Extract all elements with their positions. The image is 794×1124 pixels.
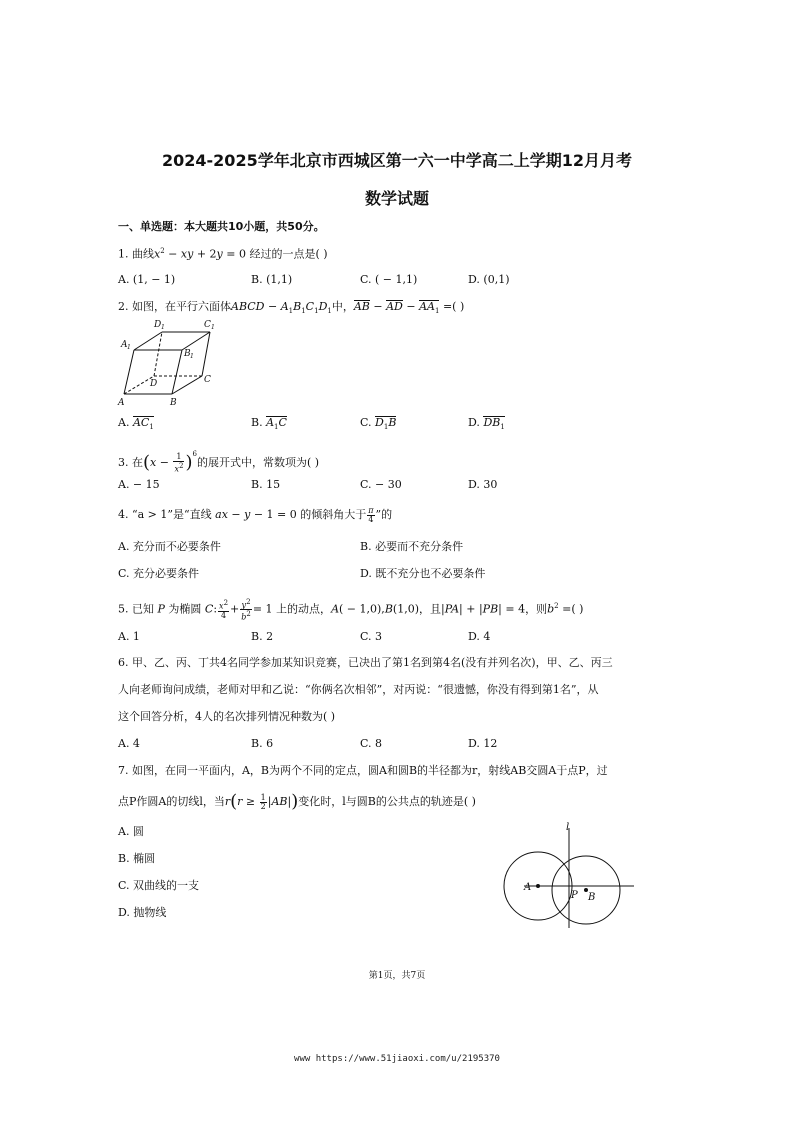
q6-option-c[interactable]: C. 8	[360, 737, 383, 750]
q3-option-b[interactable]: B. 15	[251, 478, 281, 491]
q1-tail: 经过的一点是( )	[249, 247, 328, 261]
fig-label-a: A	[118, 398, 125, 408]
q5-option-a[interactable]: A. 1	[118, 630, 140, 643]
question-6-line2: 人向老师询问成绩，老师对甲和乙说：“你俩名次相邻”，对丙说：“很遗憾，你没有得到第1名”，从	[118, 683, 599, 696]
page-subtitle: 数学试题	[364, 189, 429, 208]
point-a	[536, 884, 540, 888]
fig-label-d1: D	[154, 320, 162, 330]
fig-label-circle-a: A	[524, 882, 532, 893]
question-2: 2. 如图，在平行六面体ABCD − $A_1B_1C_1D_1$中，AB − AD − $AA_1$ =( )	[118, 300, 465, 316]
q2-mid: 中，	[331, 300, 354, 313]
q3-option-d[interactable]: D. 30	[468, 478, 498, 491]
q1-label: 1. 曲线	[118, 247, 154, 261]
q4-option-b[interactable]: B. 必要而不充分条件	[360, 540, 464, 553]
q2-label: 2. 如图，在平行六面体	[118, 300, 231, 313]
q7-option-a[interactable]: A. 圆	[118, 825, 144, 838]
fig-label-b: B	[170, 398, 177, 408]
question-3: 3. 在(x − $\frac{1}{x^2}$ )$^6$的展开式中，常数项为( )	[118, 450, 320, 474]
q3-option-c[interactable]: C. − 30	[360, 478, 402, 491]
q7-option-d[interactable]: D. 抛物线	[118, 906, 167, 919]
q1-option-b[interactable]: B. (1,1)	[251, 273, 293, 286]
question-6-line3: 这个回答分析，4人的名次排列情况种数为( )	[118, 710, 336, 723]
question-7-line2: 点P作圆A的切线l，当r(r ≥ $\frac{1}{2}$ |AB|)变化时，l与圆B的公共点的轨迹是( )	[118, 791, 476, 812]
section-heading: 一、单选题：本大题共10小题，共50分。	[118, 220, 325, 233]
q5-option-b[interactable]: B. 2	[251, 630, 274, 643]
page-title: 2024-2025学年北京市西城区第一六一中学高二上学期12月月考	[162, 151, 632, 170]
q6-option-a[interactable]: A. 4	[118, 737, 140, 750]
fig-label-d: D	[150, 379, 158, 389]
q4-tail: ”的	[375, 508, 393, 521]
watermark-url[interactable]: www https://www.51jiaoxi.com/u/2195370	[294, 1054, 500, 1064]
q2-option-c[interactable]: C. $D_1B$	[360, 416, 397, 432]
question-6-line1: 6. 甲、乙、丙、丁共4名同学参加某知识竞赛，已决出了第1名到第4名(没有并列名次)，甲、乙、丙三	[118, 656, 613, 669]
parallelepiped-figure	[112, 316, 222, 408]
question-1: 1. 曲线$x^2$ − xy + 2y = 0 经过的一点是( )	[118, 247, 328, 261]
q2-option-b[interactable]: B. $A_1C$	[251, 416, 287, 432]
q3-tail: 的展开式中，常数项为( )	[196, 456, 320, 469]
q5-option-c[interactable]: C. 3	[360, 630, 383, 643]
fig-label-b1: B	[184, 349, 191, 359]
question-4: 4. “a > 1”是“直线 ax − y − 1 = 0 的倾斜角大于 $\frac{\pi}{4}$ ”的	[118, 505, 393, 524]
q4-option-c[interactable]: C. 充分必要条件	[118, 567, 200, 580]
q2-option-a[interactable]: A. $AC_1$	[118, 416, 154, 432]
svg-text:1: 1	[127, 344, 131, 351]
svg-text:1: 1	[161, 324, 165, 331]
q5-label: 5. 已知	[118, 602, 154, 616]
q1-option-d[interactable]: D. (0,1)	[468, 273, 510, 286]
q3-option-a[interactable]: A. − 15	[118, 478, 160, 491]
q2-tail: =( )	[442, 300, 465, 313]
question-7-line1: 7. 如图，在同一平面内，A，B为两个不同的定点，圆A和圆B的半径都为r，射线AB交圆A于点P，过	[118, 764, 608, 777]
q1-option-a[interactable]: A. (1, − 1)	[118, 273, 176, 286]
q4-mid: 的倾斜角大于	[300, 508, 367, 521]
q1-option-c[interactable]: C. ( − 1,1)	[360, 273, 418, 286]
fig-label-c: C	[204, 375, 211, 385]
fig-label-circle-b: B	[588, 892, 596, 903]
svg-text:1: 1	[190, 353, 194, 360]
q2-option-d[interactable]: D. $DB_1$	[468, 416, 505, 432]
q4-option-d[interactable]: D. 既不充分也不必要条件	[360, 567, 486, 580]
page-footer: 第1页，共7页	[368, 971, 426, 981]
q6-option-d[interactable]: D. 12	[468, 737, 498, 750]
q7-option-b[interactable]: B. 椭圆	[118, 852, 156, 865]
q5-option-d[interactable]: D. 4	[468, 630, 491, 643]
q4-option-a[interactable]: A. 充分而不必要条件	[118, 540, 221, 553]
q6-option-b[interactable]: B. 6	[251, 737, 274, 750]
q7-option-c[interactable]: C. 双曲线的一支	[118, 879, 200, 892]
fig-label-a1: A	[121, 340, 128, 350]
q3-label: 3. 在	[118, 456, 143, 469]
q4-label: 4. “a > 1”是“直线	[118, 508, 212, 521]
circles-figure	[498, 820, 638, 930]
svg-text:1: 1	[211, 324, 215, 331]
fig-label-p: P	[571, 890, 578, 901]
fig-label-c1: C	[204, 320, 211, 330]
question-5: 5. 已知 P 为椭圆 C: $\frac{x^2}{4}$ + $\frac{y^2}{b^2}$ = 1 上的动点，A( − 1,0),B(1,0)，且|PA| + |PB| = 4，则$b^2$ =( )	[118, 597, 584, 622]
fig-label-l: l	[566, 822, 570, 833]
